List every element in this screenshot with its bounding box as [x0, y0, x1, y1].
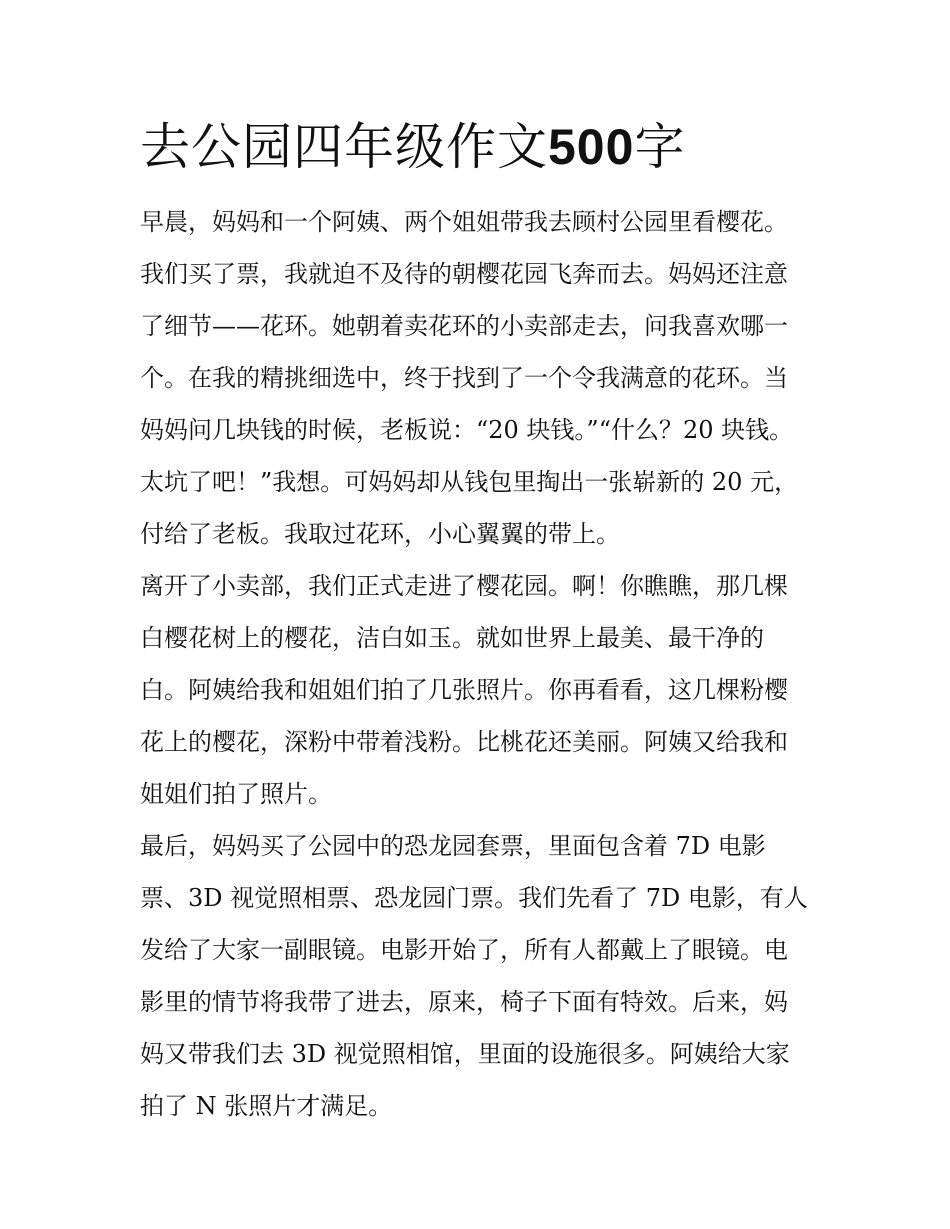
text-line: 离开了小卖部，我们正式走进了樱花园。啊！你瞧瞧，那几棵 — [140, 572, 788, 600]
text-line: 了细节——花环。她朝着卖花环的小卖部走去，问我喜欢哪一 — [140, 312, 788, 340]
text-line: 白樱花树上的樱花，洁白如玉。就如世界上最美、最干净的 — [140, 624, 764, 652]
text-line: 发给了大家一副眼镜。电影开始了，所有人都戴上了眼镜。电 — [140, 936, 788, 964]
paragraph-1 — [140, 196, 812, 560]
text-line: 付给了老板。我取过花环，小心翼翼的带上。 — [140, 520, 620, 548]
text-line: 花上的樱花，深粉中带着浅粉。比桃花还美丽。阿姨又给我和 — [140, 728, 788, 756]
paragraph-3 — [140, 820, 812, 1132]
title-suffix: 字 — [634, 118, 686, 176]
document-title — [140, 112, 685, 182]
text-line: 白。阿姨给我和姐姐们拍了几张照片。你再看看，这几棵粉樱 — [140, 676, 788, 704]
essay-body — [140, 196, 812, 1132]
text-line: 最后，妈妈买了公园中的恐龙园套票，里面包含着 7D 电影 — [140, 832, 766, 860]
text-line: 妈妈问几块钱的时候，老板说：“20 块钱。”“什么？20 块钱。 — [140, 416, 794, 444]
text-line: 票、3D 视觉照相票、恐龙园门票。我们先看了 7D 电影，有人 — [140, 884, 808, 912]
paragraph-2 — [140, 560, 812, 820]
title-prefix: 去公园四年级作文 — [140, 118, 548, 176]
text-line: 个。在我的精挑细选中，终于找到了一个令我满意的花环。当 — [140, 364, 788, 392]
text-line: 太坑了吧！”我想。可妈妈却从钱包里掏出一张崭新的 20 元， — [140, 468, 799, 496]
text-line: 拍了 N 张照片才满足。 — [140, 1092, 393, 1120]
text-line: 早晨，妈妈和一个阿姨、两个姐姐带我去顾村公园里看樱花。 — [140, 208, 788, 236]
text-line: 影里的情节将我带了进去，原来，椅子下面有特效。后来，妈 — [140, 988, 788, 1016]
text-line: 妈又带我们去 3D 视觉照相馆，里面的设施很多。阿姨给大家 — [140, 1040, 790, 1068]
text-line: 姐姐们拍了照片。 — [140, 780, 332, 808]
text-line: 我们买了票，我就迫不及待的朝樱花园飞奔而去。妈妈还注意 — [140, 260, 788, 288]
title-number: 500 — [548, 119, 635, 175]
